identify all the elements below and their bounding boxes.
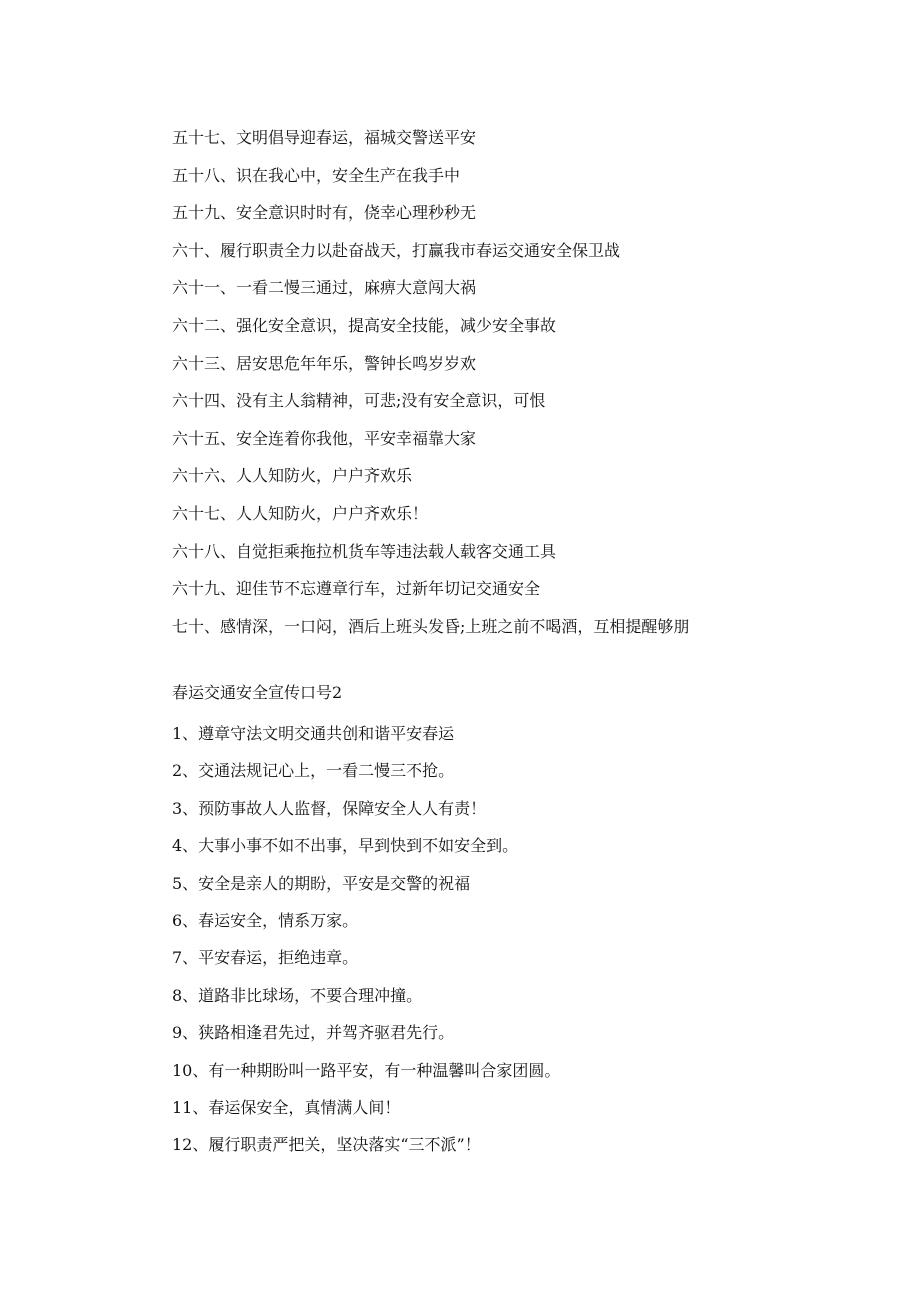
slogan-section-2 [172,678,892,1164]
slogan-item: 3、预防事故人人监督，保障安全人人有责！ [172,798,487,818]
slogan-item: 六十八、自觉拒乘拖拉机货车等违法载人载客交通工具 [172,541,557,561]
slogan-item: 六十五、安全连着你我他，平安幸福靠大家 [172,428,477,448]
slogan-item: 6、春运安全，情系万家。 [172,910,359,930]
slogan-item: 六十三、居安思危年年乐，警钟长鸣岁岁欢 [172,353,477,373]
section-heading: 春运交通安全宣传口号2 [172,683,343,702]
slogan-item: 七十、感情深，一口闷，酒后上班头发昏;上班之前不喝酒，互相提醒够朋 [172,616,690,636]
slogan-item: 1、遵章守法文明交通共创和谐平安春运 [172,724,455,743]
slogan-item: 5、安全是亲人的期盼，平安是交警的祝福 [172,873,471,893]
slogan-item: 五十七、文明倡导迎春运，福城交警送平安 [172,128,477,147]
slogan-item: 五十八、识在我心中，安全生产在我手中 [172,165,461,185]
slogan-item: 2、交通法规记心上，一看二慢三不抢。 [172,761,455,781]
slogan-item: 六十四、没有主人翁精神，可悲;没有安全意识，可恨 [172,391,546,411]
slogan-item: 六十六、人人知防火，户户齐欢乐 [172,466,413,486]
slogan-list-continued [172,119,892,645]
slogan-item: 10、有一种期盼叫一路平安，有一种温馨叫合家团圆。 [172,1060,561,1080]
slogan-item: 7、平安春运，拒绝违章。 [172,948,359,968]
slogan-item: 六十九、迎佳节不忘遵章行车，过新年切记交通安全 [172,579,541,599]
slogan-item: 11、春运保安全，真情满人间！ [172,1097,401,1117]
slogan-item: 4、大事小事不如不出事，早到快到不如安全到。 [172,836,519,856]
slogan-item: 12、履行职责严把关，坚决落实“三不派”！ [172,1135,481,1155]
slogan-item: 六十一、一看二慢三通过，麻痹大意闯大祸 [172,278,477,298]
slogan-item: 六十七、人人知防火，户户齐欢乐！ [172,503,429,523]
slogan-item: 9、狭路相逢君先过，并驾齐驱君先行。 [172,1023,455,1043]
slogan-item: 五十九、安全意识时时有，侥幸心理秒秒无 [172,203,477,223]
slogan-item: 六十二、强化安全意识，提高安全技能，减少安全事故 [172,315,557,335]
slogan-item: 六十、履行职责全力以赴奋战天，打赢我市春运交通安全保卫战 [172,240,621,260]
slogan-item: 8、道路非比球场，不要合理冲撞。 [172,985,423,1005]
